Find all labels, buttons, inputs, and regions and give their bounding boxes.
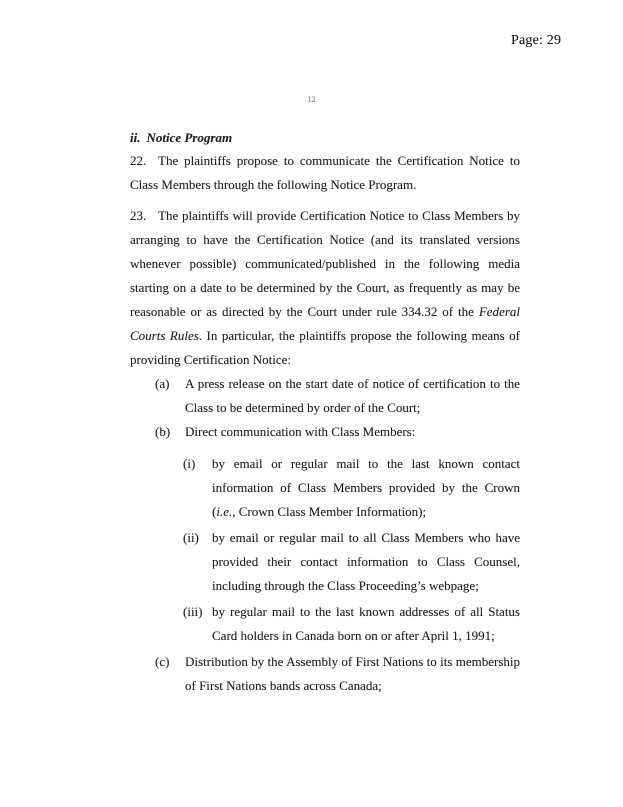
item-label: (b) xyxy=(155,424,171,439)
paragraph-text: The plaintiffs propose to communicate the Certification Notice to Class Members through the following Notice Program. xyxy=(130,153,520,192)
list-item-b xyxy=(130,420,520,444)
heading-numeral: ii. xyxy=(130,130,141,145)
item-text-continued: , Crown Class Member Information); xyxy=(232,504,427,519)
list-item-a xyxy=(130,372,520,420)
paragraph-23 xyxy=(130,204,520,372)
sub-item-iii xyxy=(130,600,520,648)
italic-citation: Federal Courts Rules xyxy=(130,304,520,343)
item-text: by email or regular mail to the last known contact information of Class Members provided by the Crown ( xyxy=(212,456,520,519)
sub-item-i xyxy=(130,452,520,524)
paragraph-text-continued: . In particular, the plaintiffs propose the following means of providing Certification Notice: xyxy=(130,328,520,367)
paragraph-number: 23. xyxy=(130,208,147,223)
item-text: A press release on the start date of notice of certification to the Class to be determined by order of the Court; xyxy=(185,376,520,415)
heading-title: Notice Program xyxy=(146,130,233,145)
item-label: (a) xyxy=(155,376,170,391)
document-body xyxy=(130,126,520,698)
sub-item-ii xyxy=(130,526,520,598)
item-text: Distribution by the Assembly of First Nations to its membership of First Nations bands across Canada; xyxy=(185,654,520,693)
italic-abbreviation: i.e. xyxy=(216,504,233,519)
item-text: by email or regular mail to all Class Members who have provided their contact information to Class Counsel, including through the Class Proceeding’s webpage; xyxy=(212,530,520,593)
paragraph-number: 22. xyxy=(130,153,147,168)
paragraph-text: The plaintiffs will provide Certification Notice to Class Members by arranging to have the Certification Notice (and its translated versions whenever possible) communicated/published in the following media starting on a date to be determined by the Court, as frequently as may be reasonable or as directed by the Court under rule 334.32 of the xyxy=(130,208,520,319)
item-label: (c) xyxy=(155,654,170,669)
item-text: by regular mail to the last known addresses of all Status Card holders in Canada born on or after April 1, 1991; xyxy=(212,604,520,643)
page-number-header: Page: 29 xyxy=(511,33,562,48)
item-label: (i) xyxy=(183,456,196,471)
section-heading xyxy=(130,126,520,149)
document-page-number: 12 xyxy=(307,95,316,104)
list-item-c xyxy=(130,650,520,698)
item-label: (iii) xyxy=(183,604,203,619)
item-label: (ii) xyxy=(183,530,199,545)
paragraph-22 xyxy=(130,149,520,197)
item-text: Direct communication with Class Members: xyxy=(185,424,416,439)
